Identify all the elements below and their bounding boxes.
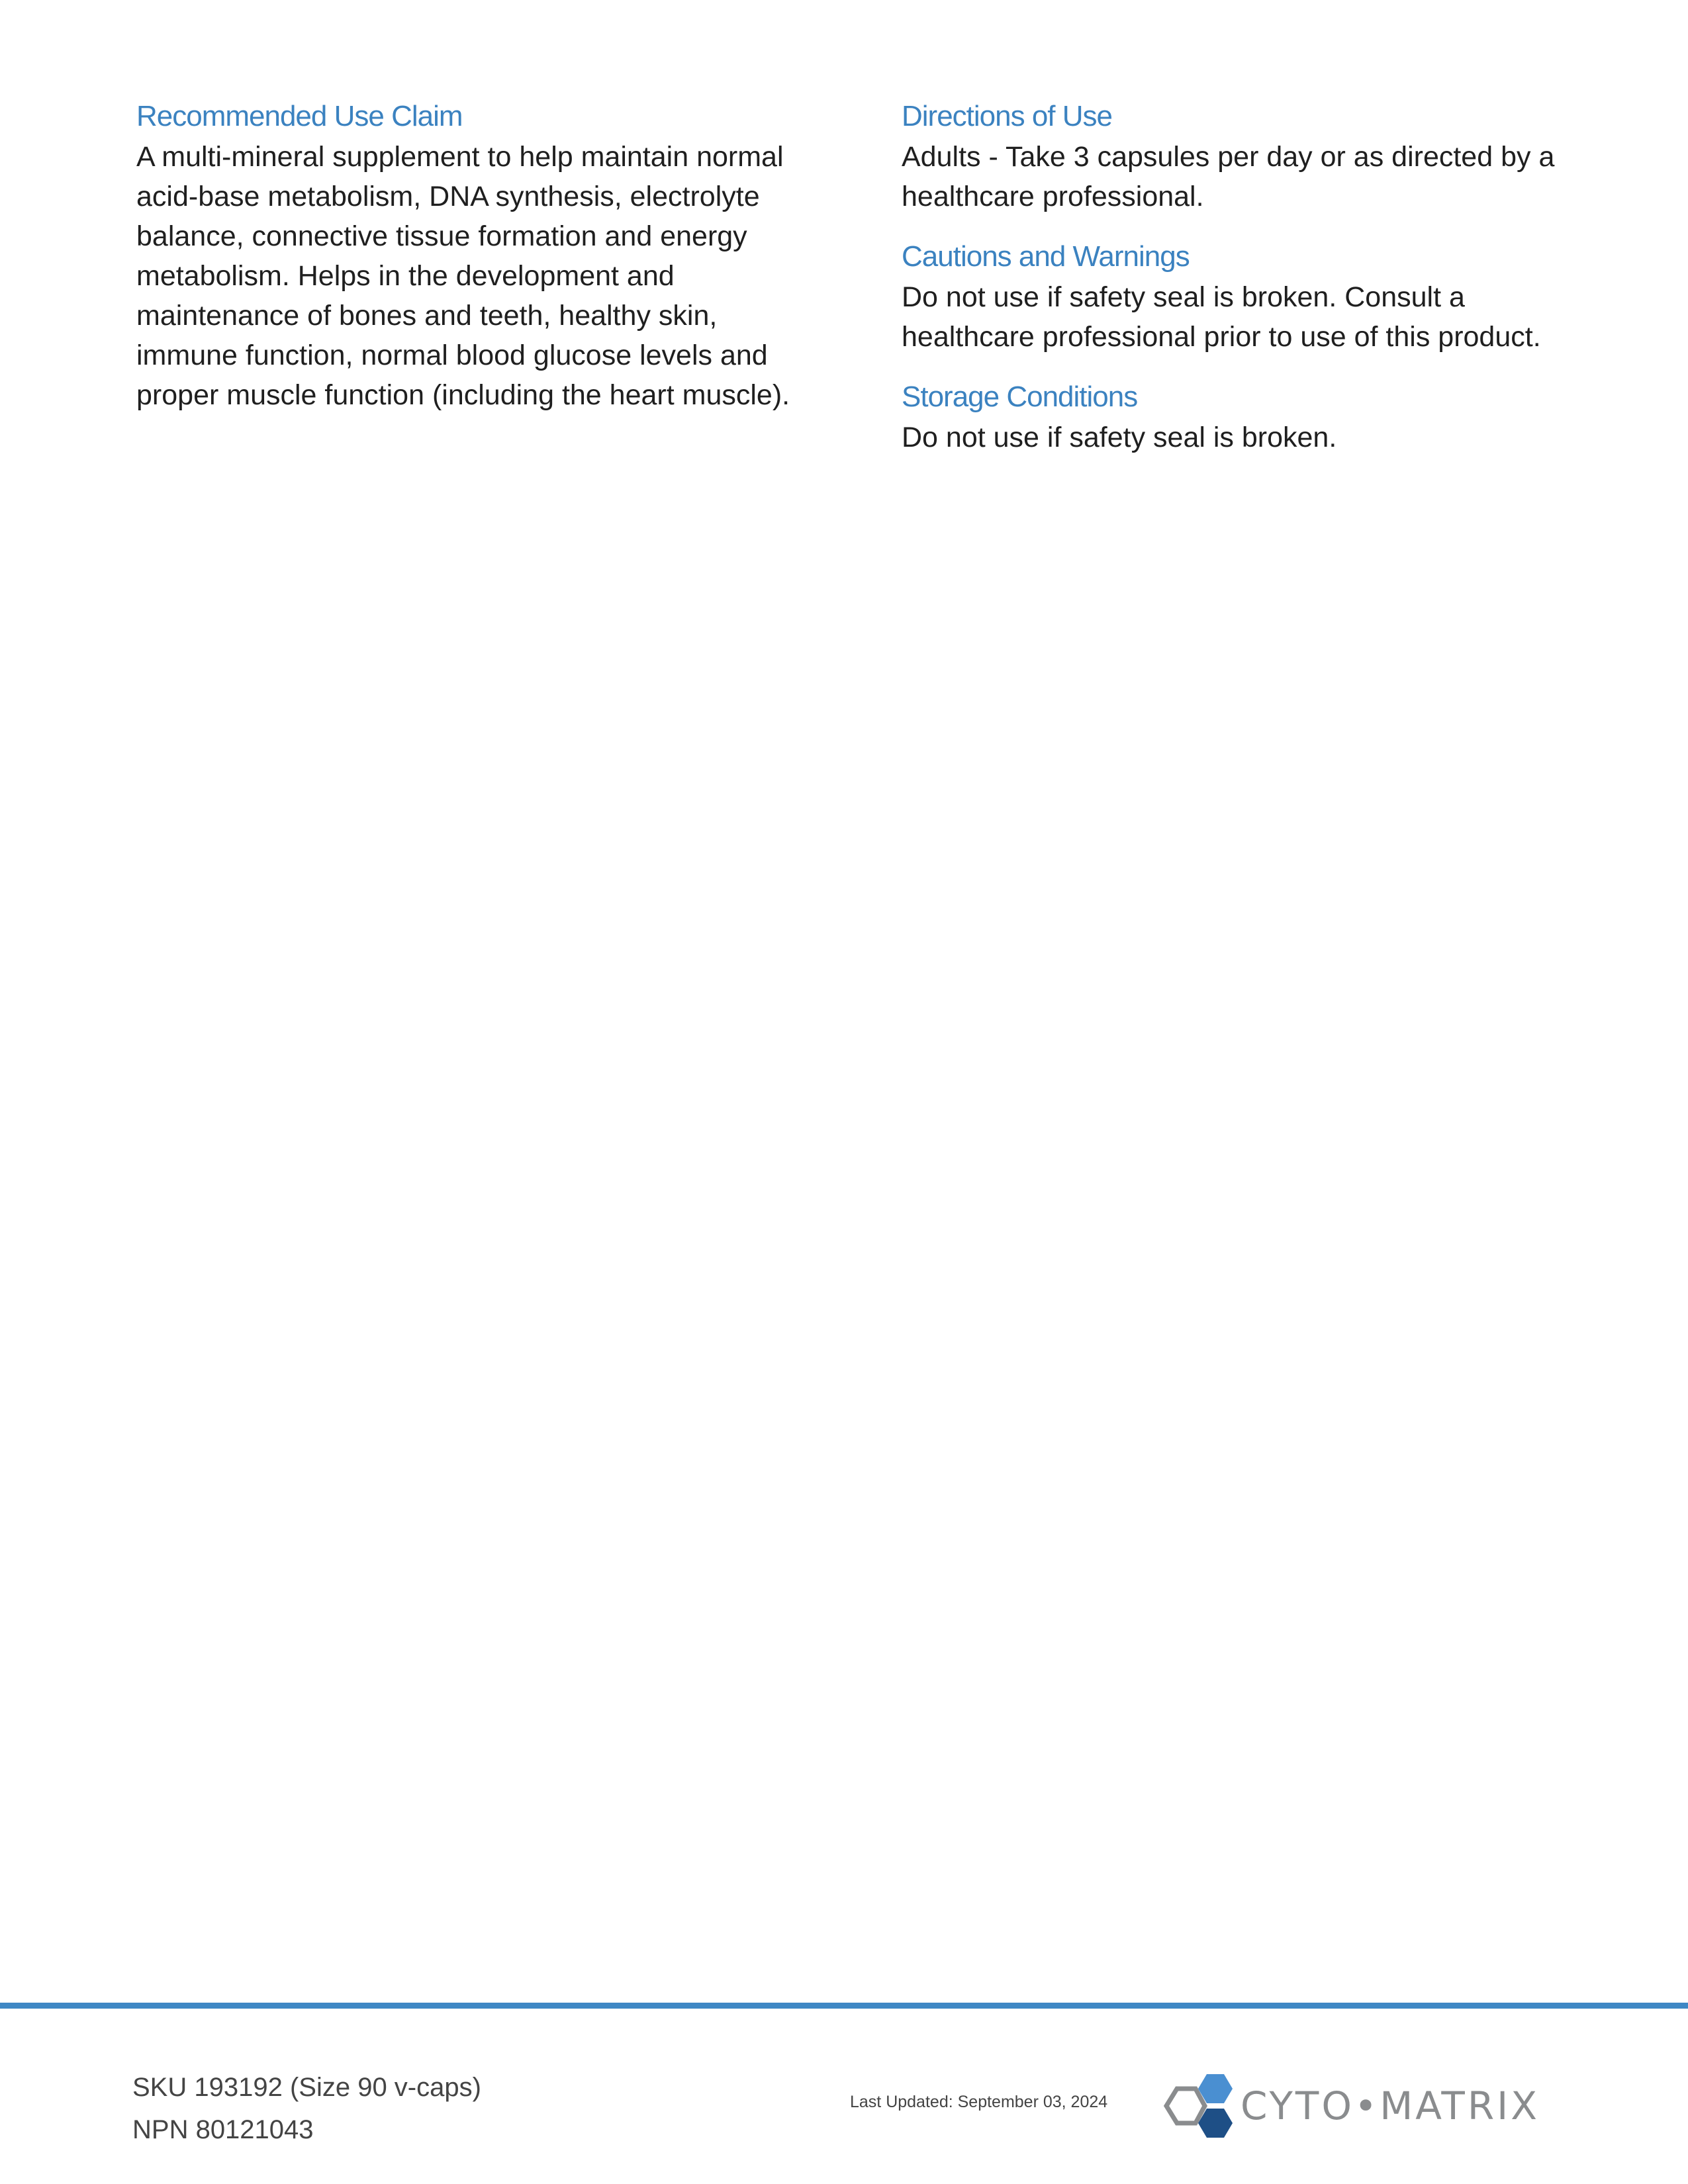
sku-label: SKU 193192 (Size 90 v-caps) (132, 2073, 481, 2102)
footer-divider (0, 2003, 1688, 2009)
product-identifiers (132, 2066, 481, 2151)
npn-label: NPN 80121043 (132, 2115, 314, 2144)
brand-wordmark: CYTO•MATRIX (1241, 2083, 1540, 2128)
storage-text: Do not use if safety seal is broken. (902, 422, 1337, 453)
brand-logo (1161, 2069, 1552, 2143)
last-updated-label: Last Updated: September 03, 2024 (850, 2093, 1108, 2111)
directions-text: Adults - Take 3 capsules per day or as directed by a healthcare professional. (902, 141, 1555, 212)
cautions-section (902, 236, 1564, 357)
cautions-text: Do not use if safety seal is broken. Consult a healthcare professional prior to use of this product. (902, 281, 1541, 353)
hexagon-logo-icon (1161, 2069, 1241, 2143)
storage-heading: Storage Conditions (902, 381, 1138, 413)
right-column (902, 96, 1564, 477)
left-column (136, 96, 805, 435)
recommended-use-text: A multi-mineral supplement to help maintain normal acid-base metabolism, DNA synthesis, electrolyte balance, connective tissue formation and energy metabolism. Helps in the development and maintenance of bones and teeth, healthy skin, immune function, normal blood glucose levels and proper muscle function (including the heart muscle). (136, 141, 790, 411)
storage-section (902, 377, 1564, 457)
directions-heading: Directions of Use (902, 100, 1113, 132)
recommended-use-section (136, 96, 805, 415)
cautions-heading: Cautions and Warnings (902, 240, 1190, 273)
recommended-use-heading: Recommended Use Claim (136, 100, 463, 132)
directions-section (902, 96, 1564, 216)
